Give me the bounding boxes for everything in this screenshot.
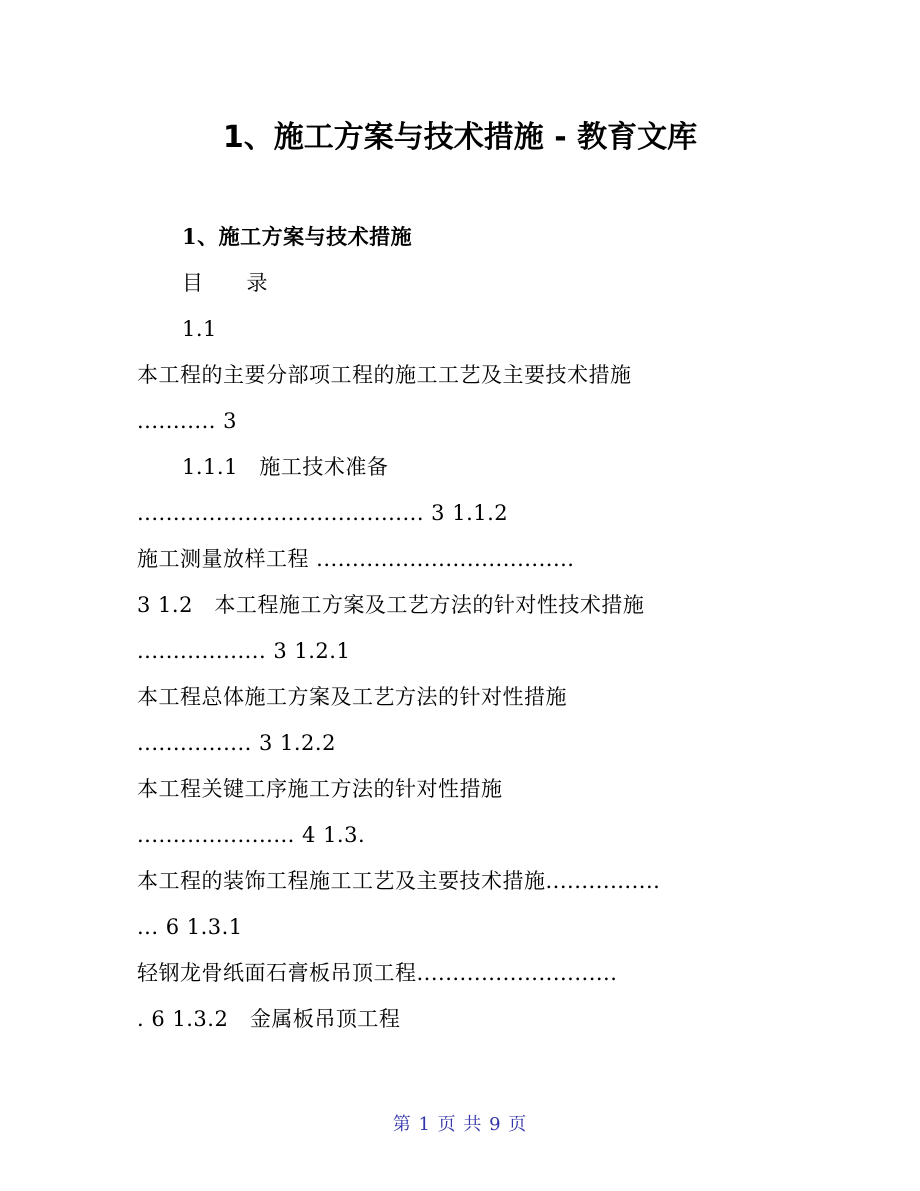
toc-line: . 6 1.3.2 金属板吊顶工程 [137,1007,401,1031]
toc-line: 本工程关键工序施工方法的针对性措施 [137,777,503,801]
document-title: 1、施工方案与技术措施 - 教育文库 [222,120,698,155]
section-heading: 1、施工方案与技术措施 [182,224,413,249]
toc-line: ...................... 4 1.3. [137,823,366,847]
toc-line: ........... 3 [137,409,237,433]
toc-line: 本工程的主要分部项工程的施工工艺及主要技术措施 [137,363,632,387]
toc-line: .................. 3 1.2.1 [137,639,351,663]
toc-line: 1.1 [182,317,217,341]
toc-line: ... 6 1.3.1 [137,915,243,939]
page-number: 第 1 页 共 9 页 [392,1114,528,1135]
toc-line: 1.1.1 施工技术准备 [182,455,389,479]
toc-line: 轻钢龙骨纸面石膏板吊顶工程............................ [137,961,618,985]
toc-line: ................ 3 1.2.2 [137,731,336,755]
toc-heading: 目 录 [182,271,268,295]
toc-line: 施工测量放样工程 .................................... [137,547,575,571]
toc-line: 本工程的装饰工程施工工艺及主要技术措施................ [137,869,661,893]
toc-line: 3 1.2 本工程施工方案及工艺方法的针对性技术措施 [137,593,645,617]
toc-line: ........................................ 3 1.1.2 [137,501,509,525]
toc-line: 本工程总体施工方案及工艺方法的针对性措施 [137,685,567,709]
document-body [137,214,787,1042]
